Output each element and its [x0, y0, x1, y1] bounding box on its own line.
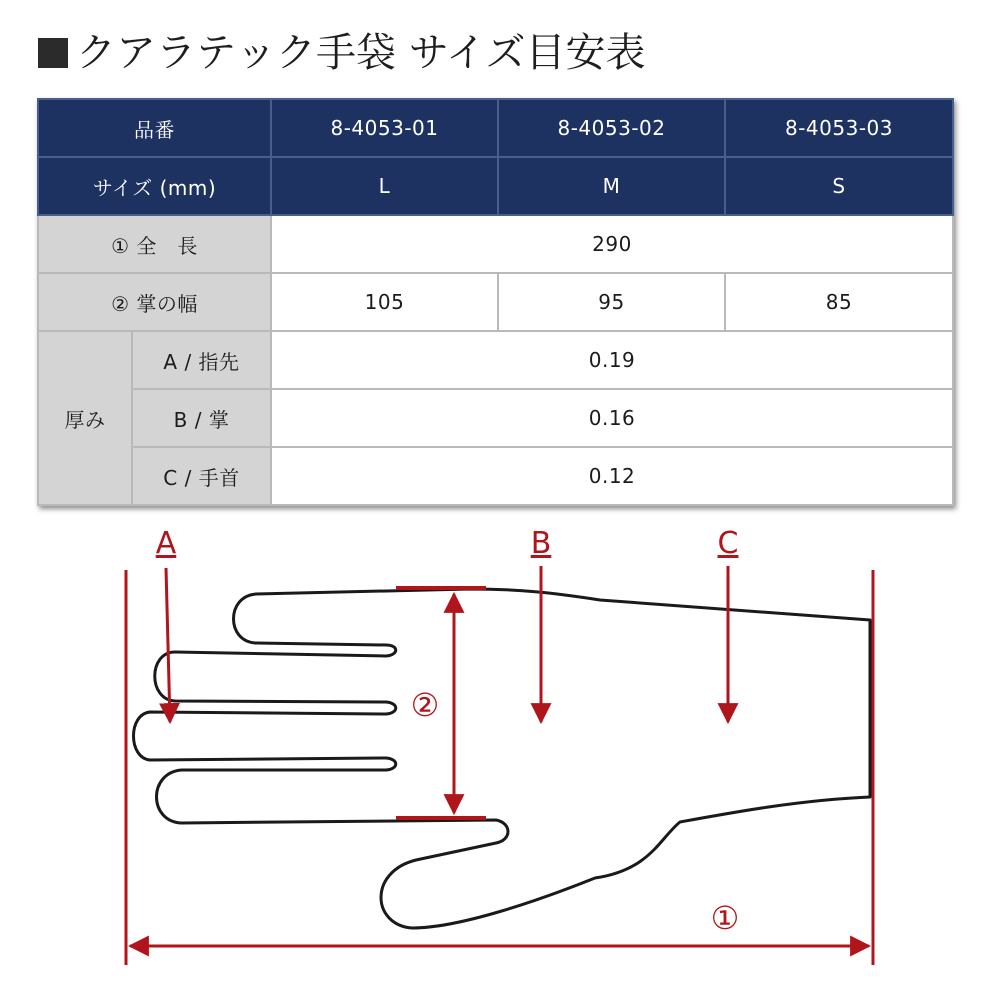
header-size-l: L	[271, 157, 498, 215]
total-length-marker: ①	[710, 899, 740, 937]
table-row	[38, 157, 953, 215]
marker-b-label: B	[530, 526, 552, 561]
total-length-value: 290	[271, 215, 953, 273]
palm-width-s: 85	[725, 273, 953, 331]
marker-c-label: C	[717, 526, 739, 561]
header-size-s: S	[725, 157, 953, 215]
black-square-icon	[38, 38, 68, 68]
thickness-a-value: 0.19	[271, 331, 953, 389]
thickness-c-label: C / 手首	[132, 447, 271, 505]
table-row	[38, 447, 953, 505]
page-title-text: クアラテック手袋 サイズ目安表	[76, 30, 646, 76]
palm-width-m: 95	[498, 273, 725, 331]
total-length-label: ① 全 長	[38, 215, 271, 273]
table-row	[38, 273, 953, 331]
glove-outline	[134, 589, 871, 928]
glove-diagram	[0, 520, 1000, 1000]
thickness-a-label: A / 指先	[132, 331, 271, 389]
thickness-c-value: 0.12	[271, 447, 953, 505]
size-table	[37, 98, 954, 506]
header-part-number-label: 品番	[38, 99, 271, 157]
table-row	[38, 99, 953, 157]
table-row	[38, 215, 953, 273]
palm-width-marker: ②	[410, 686, 440, 724]
table-row	[38, 331, 953, 389]
header-size-m: M	[498, 157, 725, 215]
header-size-label: サイズ (mm)	[38, 157, 271, 215]
palm-width-label: ② 掌の幅	[38, 273, 271, 331]
thickness-label: 厚み	[38, 331, 132, 505]
thickness-b-value: 0.16	[271, 389, 953, 447]
header-part-number-s: 8-4053-03	[725, 99, 953, 157]
thickness-b-label: B / 掌	[132, 389, 271, 447]
header-part-number-m: 8-4053-02	[498, 99, 725, 157]
marker-a-label: A	[155, 526, 177, 561]
table-row	[38, 389, 953, 447]
page-title	[38, 28, 646, 78]
header-part-number-l: 8-4053-01	[271, 99, 498, 157]
palm-width-l: 105	[271, 273, 498, 331]
